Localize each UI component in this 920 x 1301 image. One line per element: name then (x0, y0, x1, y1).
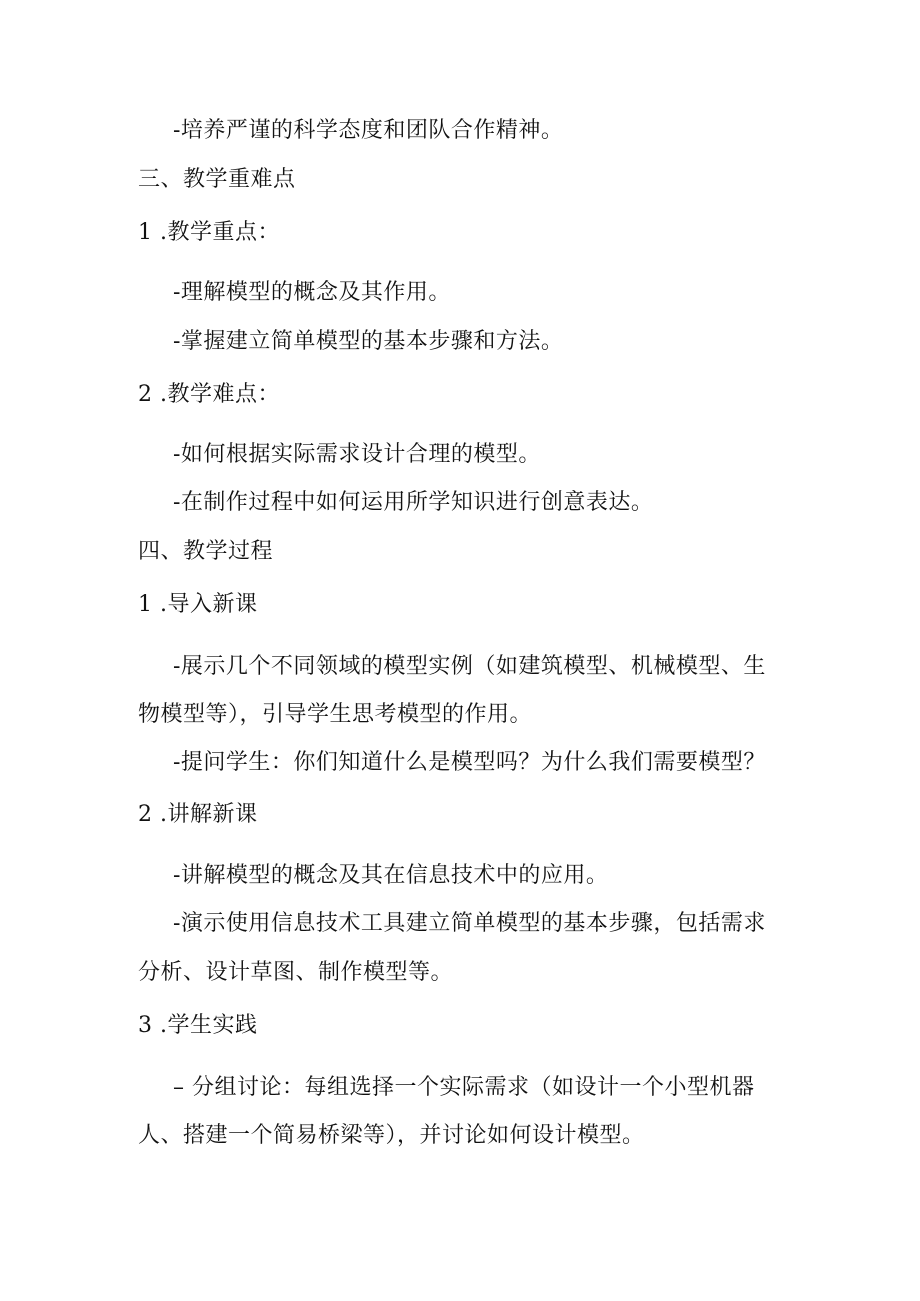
key-focus-item-1: -理解模型的概念及其作用。 (173, 280, 451, 305)
subheading-intro: 1 .导入新课 (138, 592, 258, 617)
intro-item-1-line-1: -展示几个不同领域的模型实例（如建筑模型、机械模型、生 (173, 654, 766, 679)
section-heading-process: 四、教学过程 (138, 539, 274, 564)
subheading-key-focus: 1 .教学重点： (138, 220, 280, 245)
practice-item-1-line-2: 人、搭建一个简易桥梁等），并讨论如何设计模型。 (138, 1123, 645, 1148)
difficulty-item-2: -在制作过程中如何运用所学知识进行创意表达。 (173, 490, 654, 515)
practice-item-1-line-1: – 分组讨论：每组选择一个实际需求（如设计一个小型机器 (173, 1075, 755, 1100)
lecture-item-2-line-1: -演示使用信息技术工具建立简单模型的基本步骤，包括需求 (173, 911, 766, 936)
lecture-item-1: -讲解模型的概念及其在信息技术中的应用。 (173, 863, 609, 888)
key-focus-item-2: -掌握建立简单模型的基本步骤和方法。 (173, 329, 564, 354)
section-heading-key-points: 三、教学重难点 (138, 167, 296, 192)
intro-item-1-line-2: 物模型等），引导学生思考模型的作用。 (138, 702, 533, 727)
subheading-difficulty: 2 .教学难点： (138, 382, 280, 407)
intro-item-2: -提问学生：你们知道什么是模型吗？为什么我们需要模型？ (173, 750, 766, 775)
subheading-lecture: 2 .讲解新课 (138, 802, 258, 827)
difficulty-item-1: -如何根据实际需求设计合理的模型。 (173, 442, 541, 467)
objective-line: -培养严谨的科学态度和团队合作精神。 (173, 118, 564, 143)
lecture-item-2-line-2: 分析、设计草图、制作模型等。 (138, 960, 454, 985)
subheading-practice: 3 .学生实践 (138, 1013, 258, 1038)
